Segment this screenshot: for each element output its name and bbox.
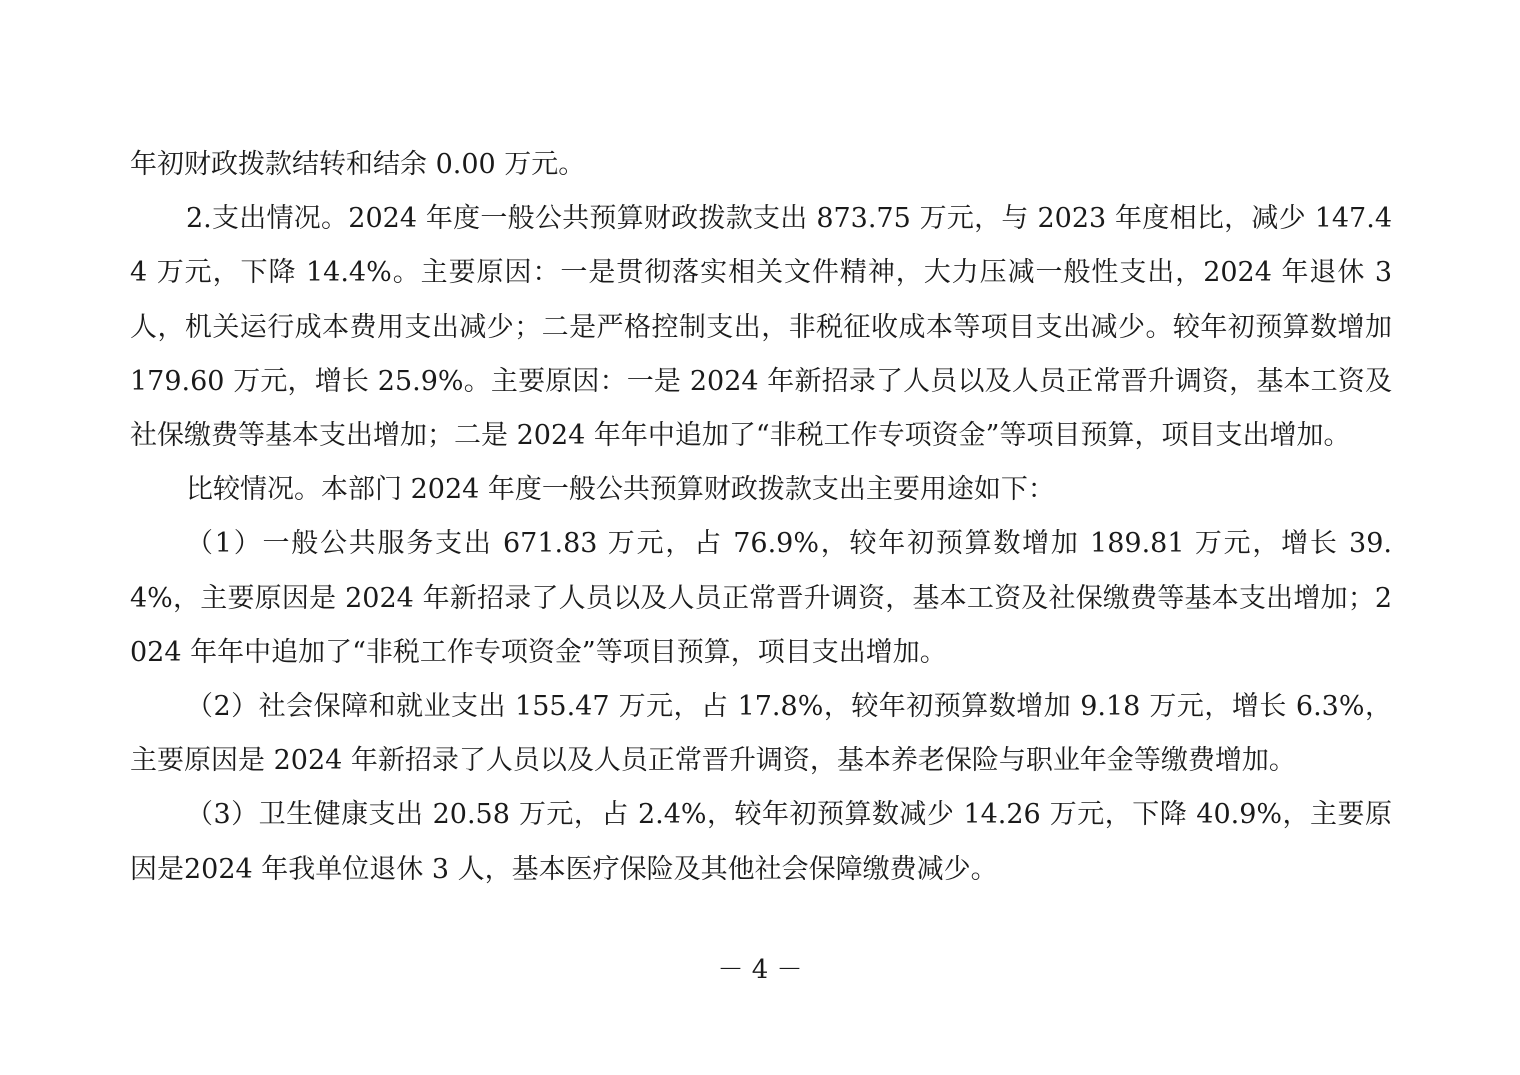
paragraph-health: （3）卫生健康支出 20.58 万元，占 2.4%，较年初预算数减少 14.26 万元，下降 40.9%，主要原因是2024 年我单位退休 3 人，基本医疗保险及其他社会保障缴费减少。 xyxy=(130,799,1392,885)
page-number: － 4 － xyxy=(717,955,803,985)
paragraph-carryover-balance: 年初财政拨款结转和结余 0.00 万元。 xyxy=(130,149,586,180)
document-body xyxy=(130,138,1392,897)
paragraph-social-security: （2）社会保障和就业支出 155.47 万元，占 17.8%，较年初预算数增加 9.18 万元，增长 6.3%，主要原因是 2024 年新招录了人员以及人员正常晋升调资，基本养老保险与职业年金等缴费增加。 xyxy=(130,691,1392,777)
paragraph-comparison-intro: 比较情况。本部门 2024 年度一般公共预算财政拨款支出主要用途如下： xyxy=(186,474,1055,506)
paragraph-expenditure-situation: 2.支出情况。2024 年度一般公共预算财政拨款支出 873.75 万元，与 2023 年度相比，减少 147.44 万元，下降 14.4%。主要原因：一是贯彻落实相关文件精神，大力压减一般性支出，2024 年退休 3 人，机关运行成本费用支出减少；二是严格控制支出，非税征收成本等项目支出减少。较年初预算数增加 179.60 万元，增长 25.9%。主要原因：一是 2024 年新招录了人员以及人员正常晋升调资，基本工资及社保缴费等基本支出增加；二是 2024 年年中追加了“非税工作专项资金”等项目预算，项目支出增加。 xyxy=(130,203,1392,452)
paragraph-general-public-services: （1）一般公共服务支出 671.83 万元，占 76.9%，较年初预算数增加 189.81 万元，增长 39.4%，主要原因是 2024 年新招录了人员以及人员正常晋升调资，基本工资及社保缴费等基本支出增加；2024 年年中追加了“非税工作专项资金”等项目预算，项目支出增加。 xyxy=(130,528,1392,668)
